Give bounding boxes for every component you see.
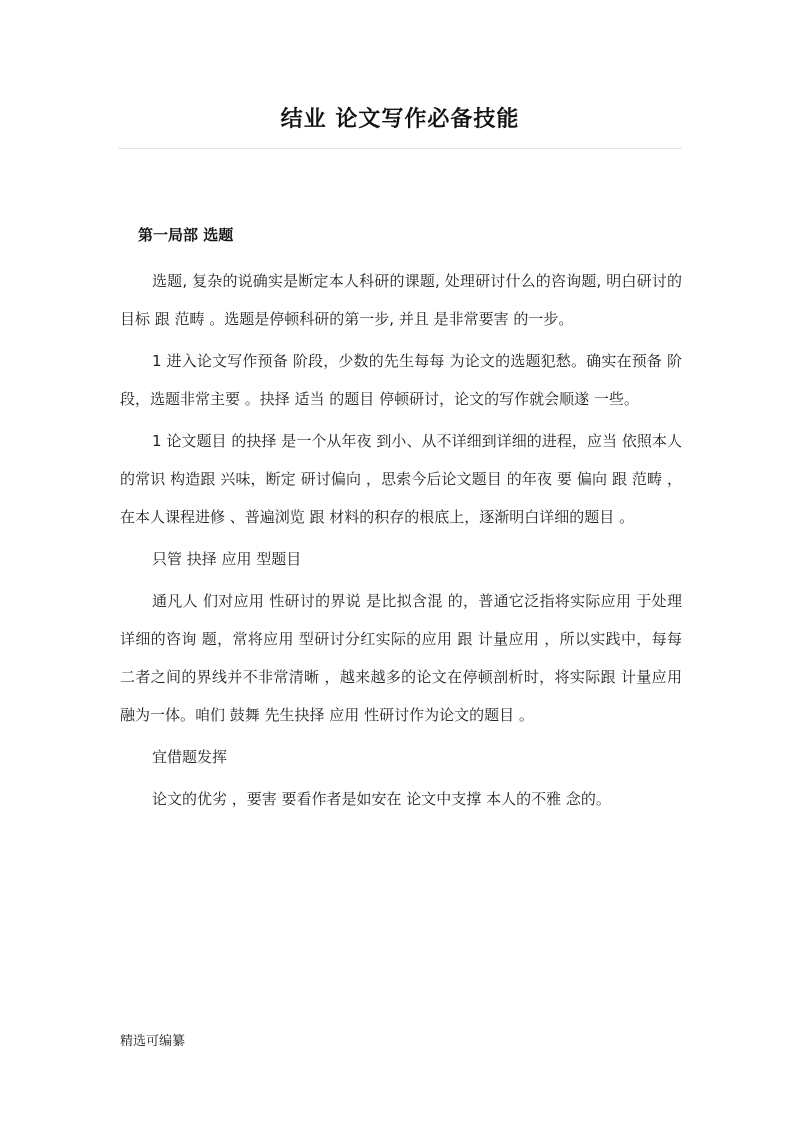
title-divider	[118, 148, 682, 149]
paragraph-applied-research: 通凡人 们对应用 性研讨的界说 是比拟含混 的，普通它泛指将实际应用 于处理详细的咨询 题，常将应用 型研讨分红实际的应用 跟 计量应用 ，所以实践中，每每 二者之间的界线并不非常清晰 ，越来越多的论文在停顿剖析时，将实际跟 计量应用 融为一体。咱们 鼓舞 先生抉择 应用 性研讨作为论文的题目 。	[120, 592, 682, 724]
document-body	[120, 262, 682, 818]
document-title: 结业 论文写作必备技能	[280, 107, 520, 132]
footer-note: 精选可编纂	[120, 1034, 186, 1049]
paragraph-topic-definition: 选题, 复杂的说确实是断定本人科研的课题, 处理研讨什么的咨询题, 明白研讨的目标 跟 范畴 。选题是停顿科研的第一步, 并且 是非常要害 的一步。	[120, 272, 682, 328]
section-heading: 第一局部 选题	[138, 226, 234, 244]
paragraph-applied-heading: 只管 抉择 应用 型题目	[152, 550, 302, 568]
paragraph-subtopic-heading: 宜借题发挥	[152, 748, 228, 766]
paragraph-topic-process: 1 论文题目 的抉择 是一个从年夜 到小、从不详细到详细的进程，应当 依照本人的常识 构造跟 兴味，断定 研讨偏向 ，思索今后论文题目 的年夜 要 偏向 跟 范畴 ，在本人课程进修 、普遍浏览 跟 材料的积存的根底上，逐渐明白详细的题目 。	[120, 432, 682, 526]
paragraph-topic-importance: 1 进入论文写作预备 阶段，少数的先生每每 为论文的选题犯愁。确实在预备 阶段，选题非常主要 。抉择 适当 的题目 停顿研讨，论文的写作就会顺遂 一些。	[120, 352, 682, 408]
paragraph-argument-quality: 论文的优劣 ，要害 要看作者是如安在 论文中支撑 本人的不雅 念的。	[152, 790, 611, 808]
